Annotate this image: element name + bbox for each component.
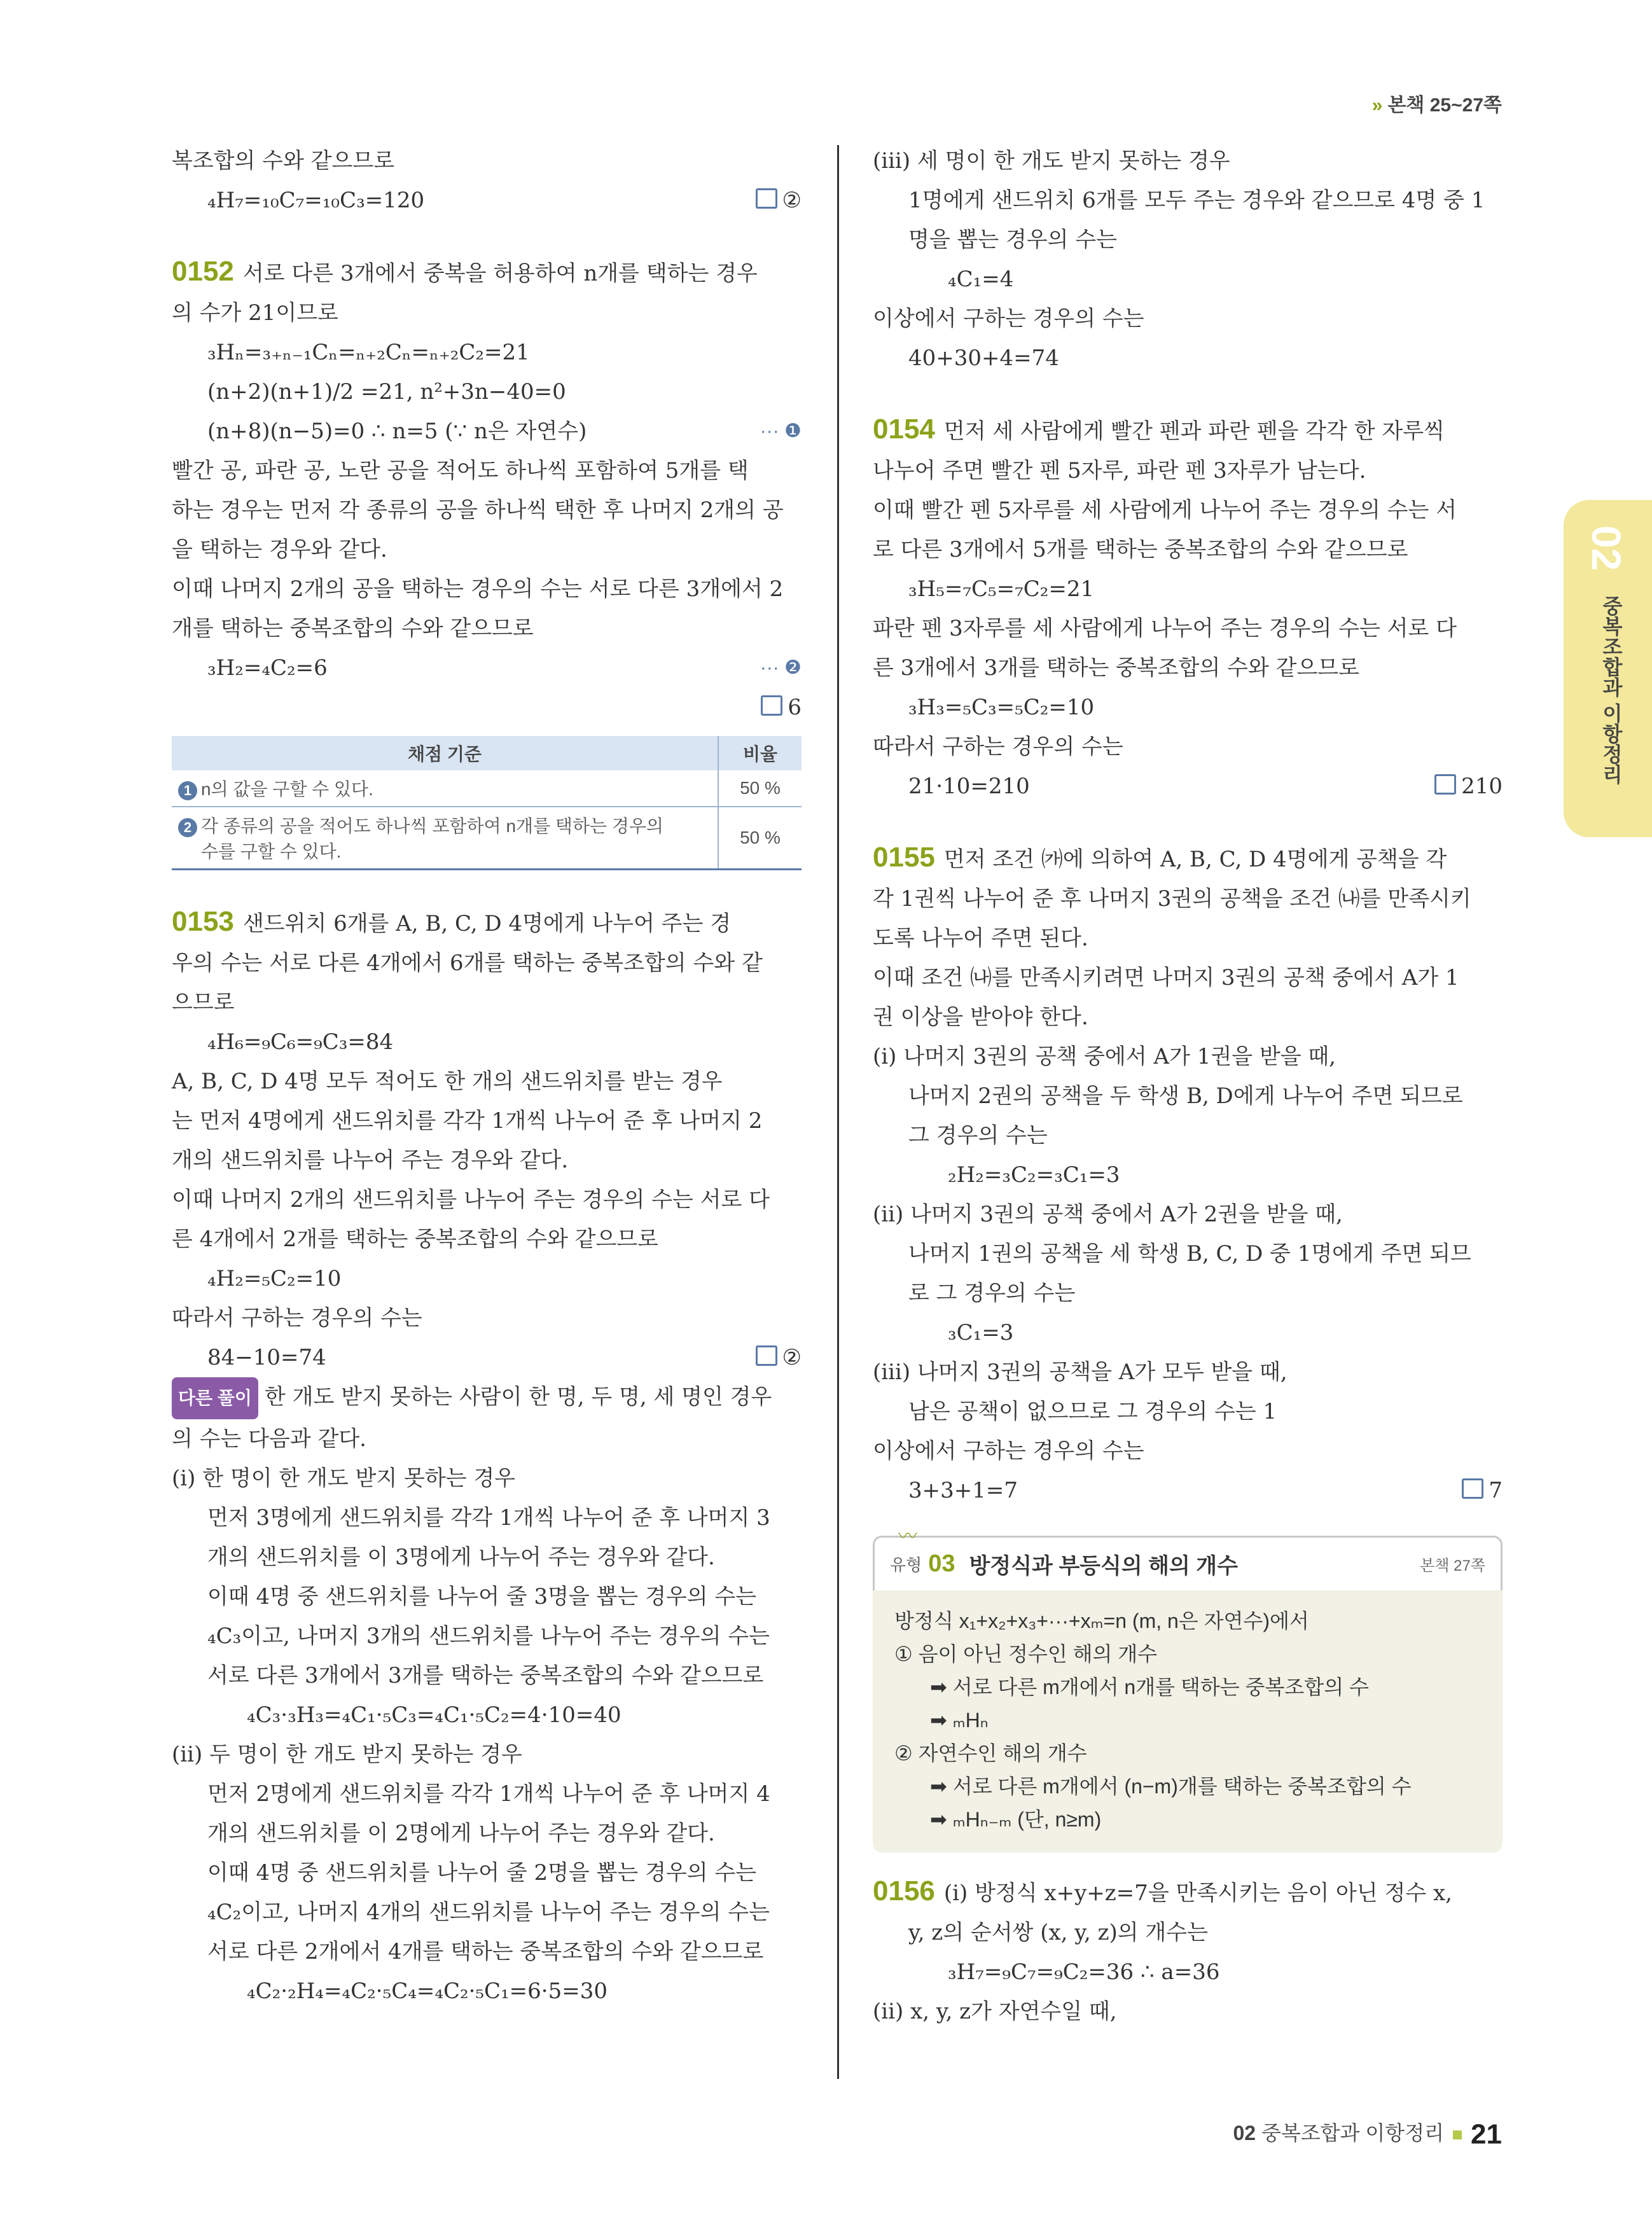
- formula-line: 3+3+1=7 7: [873, 1471, 1503, 1510]
- text-line: 우의 수는 서로 다른 4개에서 6개를 택하는 중복조합의 수와 같: [172, 950, 763, 976]
- text-line: 이상에서 구하는 경우의 수는: [873, 306, 1144, 331]
- text-line: 나머지 2권의 공책을 두 학생 B, D에게 나누어 주면 되므로: [908, 1083, 1463, 1109]
- text-line: (ⅲ) 세 명이 한 개도 받지 못하는 경우: [873, 148, 1230, 174]
- text-line: 로 다른 3개에서 5개를 택하는 중복조합의 수와 같으므로: [873, 537, 1408, 562]
- formula-line: ₃H₃=₅C₃=₅C₂=10: [908, 695, 1095, 720]
- formula-line: ₃H₇=₉C₇=₉C₂=36 ∴ a=36: [948, 1959, 1220, 1985]
- problem-number: 0152: [172, 256, 234, 287]
- text-line: 른 3개에서 3개를 택하는 중복조합의 수와 같으므로: [873, 655, 1359, 681]
- type-title: 방정식과 부등식의 해의 개수: [969, 1554, 1238, 1578]
- formula-line: ₄C₃·₃H₃=₄C₁·₅C₃=₄C₁·₅C₂=4·10=40: [247, 1702, 621, 1728]
- text-line: (ⅰ) 한 명이 한 개도 받지 못하는 경우: [172, 1466, 516, 1491]
- problem-0152: 0152 서로 다른 3개에서 중복을 허용하여 n개를 택하는 경우: [172, 256, 758, 287]
- answer-icon: [756, 1345, 777, 1366]
- answer-mark: 7: [1462, 1471, 1503, 1510]
- answer-icon: [761, 695, 782, 716]
- text-line: ① 음이 아닌 정수인 해의 개수: [894, 1643, 1158, 1665]
- footer-chapter-title: 중복조합과 이항정리: [1261, 2122, 1445, 2145]
- text-line: 그 경우의 수는: [908, 1123, 1048, 1148]
- text-line: 른 4개에서 2개를 택하는 중복조합의 수와 같으므로: [172, 1227, 658, 1252]
- reference-text: 본책 25~27쪽: [1387, 95, 1502, 116]
- table-row: 1 n의 값을 구할 수 있다. 50 %: [172, 770, 802, 807]
- text-line: 이때 나머지 2개의 공을 택하는 경우의 수는 서로 다른 3개에서 2: [172, 576, 784, 602]
- text-line: ➡ 서로 다른 m개에서 (n−m)개를 택하는 중복조합의 수: [930, 1775, 1412, 1798]
- problem-number: 0154: [873, 414, 935, 445]
- text-line: 하는 경우는 먼저 각 종류의 공을 하나씩 택한 후 나머지 2개의 공: [172, 497, 784, 523]
- text-line: 을 택하는 경우와 같다.: [172, 537, 387, 562]
- chapter-side-tab: [1564, 500, 1652, 837]
- text-line: 이때 조건 ㈏를 만족시키려면 나머지 3권의 공책 중에서 A가 1: [873, 965, 1459, 990]
- formula-line: ₄H₇=₁₀C₇=₁₀C₃=120 ②: [172, 181, 802, 220]
- formula-line: ₄H₆=₉C₆=₉C₃=84: [207, 1029, 394, 1055]
- problem-number: 0155: [873, 842, 935, 873]
- formula-line: ₃H₅=₇C₅=₇C₂=21: [908, 576, 1095, 602]
- text-line: ② 자연수인 해의 개수: [894, 1742, 1087, 1765]
- answer-mark: 210: [1434, 767, 1503, 806]
- text-line: 개의 샌드위치를 이 3명에게 나누어 주는 경우와 같다.: [207, 1545, 715, 1570]
- table-row: 2 각 종류의 공을 적어도 하나씩 포함하여 n개를 택하는 경우의 수를 구할 수 있다. 50 %: [172, 807, 802, 870]
- answer-line: [172, 688, 802, 727]
- wave-decoration-icon: 〰: [898, 1526, 917, 1548]
- table-header-criteria: 채점 기준: [172, 736, 718, 770]
- text-line: 이때 4명 중 샌드위치를 나누어 줄 2명을 뽑는 경우의 수는: [207, 1860, 757, 1886]
- text-line: 파란 펜 3자루를 세 사람에게 나누어 주는 경우의 수는 서로 다: [873, 616, 1457, 641]
- text-line: 복조합의 수와 같으므로: [172, 148, 395, 174]
- text-line: y, z의 순서쌍 (x, y, z)의 개수는: [908, 1920, 1208, 1945]
- text-line: 나누어 주면 빨간 펜 5자루, 파란 펜 3자루가 남는다.: [873, 458, 1366, 483]
- text-line: 는 먼저 4명에게 샌드위치를 각각 1개씩 나누어 준 후 나머지 2: [172, 1108, 763, 1134]
- chapter-tab-number: 02: [1583, 525, 1629, 571]
- type-number: 03: [928, 1550, 955, 1577]
- text-line: 이상에서 구하는 경우의 수는: [873, 1438, 1144, 1464]
- page-reference: [1372, 89, 1502, 117]
- text-line: ₄C₃이고, 나머지 3개의 샌드위치를 나누어 주는 경우의 수는: [207, 1623, 770, 1649]
- answer-icon: [1462, 1478, 1483, 1499]
- chapter-tab-title: 중복조합과 이항정리: [1600, 595, 1623, 784]
- type-body: [873, 1590, 1503, 1852]
- text-line: 빨간 공, 파란 공, 노란 공을 적어도 하나씩 포함하여 5개를 택: [172, 458, 749, 483]
- text-line: 으므로: [172, 990, 235, 1015]
- problem-number: 0153: [172, 906, 234, 937]
- formula-line: 84−10=74 ②: [172, 1338, 802, 1377]
- text-line: 이때 빨간 펜 5자루를 세 사람에게 나누어 주는 경우의 수는 서: [873, 497, 1457, 523]
- left-column: [172, 141, 802, 2011]
- formula-line: ₃H₂=₄C₂=6 ··· ❷: [172, 648, 802, 688]
- text-line: A, B, C, D 4명 모두 적어도 한 개의 샌드위치를 받는 경우: [172, 1069, 723, 1094]
- formula-line: (n+8)(n−5)=0 ∴ n=5 (∵ n은 자연수) ··· ❶: [172, 412, 802, 451]
- footer-chapter-number: 02: [1233, 2122, 1256, 2145]
- text-line: (ⅰ) 나머지 3권의 공책 중에서 A가 1권을 받을 때,: [873, 1044, 1336, 1069]
- step-1-icon: 1: [178, 781, 197, 800]
- text-line: 따라서 구하는 경우의 수는: [873, 734, 1123, 760]
- text-line: ➡ ₘHₙ₋ₘ (단, n≥m): [930, 1808, 1102, 1831]
- type-reference: 본책 27쪽: [1420, 1557, 1485, 1574]
- formula-line: ₄C₁=4: [948, 267, 1014, 292]
- text-line: 명을 뽑는 경우의 수는: [908, 227, 1118, 253]
- text-line: 권 이상을 받아야 한다.: [873, 1004, 1088, 1030]
- text-line: 개의 샌드위치를 나누어 주는 경우와 같다.: [172, 1148, 569, 1173]
- page-footer: [1233, 2117, 1502, 2151]
- problem-0153: 0153 샌드위치 6개를 A, B, C, D 4명에게 나누어 주는 경: [172, 906, 732, 937]
- step-2-icon: 2: [178, 818, 197, 837]
- answer-mark: ②: [756, 1338, 802, 1377]
- text-line: ➡ 서로 다른 m개에서 n개를 택하는 중복조합의 수: [930, 1676, 1369, 1699]
- answer-icon: [756, 188, 777, 209]
- text-line: (ⅱ) x, y, z가 자연수일 때,: [873, 1999, 1117, 2024]
- formula-line: 40+30+4=74: [908, 345, 1059, 371]
- text-line: 먼저 3명에게 샌드위치를 각각 1개씩 나누어 준 후 나머지 3: [207, 1505, 770, 1531]
- type-summary-box: [873, 1526, 1503, 1852]
- text-line: 먼저 2명에게 샌드위치를 각각 1개씩 나누어 준 후 나머지 4: [207, 1781, 770, 1807]
- text-line: ➡ ₘHₙ: [930, 1709, 989, 1732]
- right-column: [873, 141, 1503, 2031]
- text-line: 서로 다른 2개에서 4개를 택하는 중복조합의 수와 같으므로: [207, 1939, 764, 1964]
- answer-mark: ②: [756, 181, 802, 220]
- text-line: 이때 4명 중 샌드위치를 나누어 줄 3명을 뽑는 경우의 수는: [207, 1584, 757, 1609]
- text-line: 개의 샌드위치를 이 2명에게 나누어 주는 경우와 같다.: [207, 1821, 715, 1846]
- problem-number: 0156: [873, 1875, 935, 1907]
- text-line: (ⅱ) 두 명이 한 개도 받지 못하는 경우: [172, 1742, 522, 1767]
- text-line: 의 수가 21이므로: [172, 300, 338, 326]
- formula-line: ₂H₂=₃C₂=₃C₁=3: [948, 1162, 1120, 1188]
- formula-line: 21·10=210 210: [873, 767, 1503, 806]
- answer-mark: 6: [761, 688, 802, 727]
- problem-0155: 0155 먼저 조건 ㈎에 의하여 A, B, C, D 4명에게 공책을 각: [873, 842, 1447, 873]
- text-line: 방정식 x₁+x₂+x₃+···+xₘ=n (m, n은 자연수)에서: [894, 1609, 1309, 1632]
- type-header: [873, 1536, 1503, 1590]
- type-label: 유형: [890, 1555, 922, 1574]
- alternative-solution: 다른 풀이 한 개도 받지 못하는 사람이 한 명, 두 명, 세 명인 경우: [172, 1377, 802, 1419]
- text-line: 나머지 1권의 공책을 세 학생 B, C, D 중 1명에게 주면 되므: [908, 1241, 1471, 1267]
- text-line: 각 1권씩 나누어 준 후 나머지 3권의 공책을 조건 ㈏를 만족시키: [873, 886, 1471, 912]
- answer-icon: [1434, 774, 1456, 795]
- text-line: 개를 택하는 중복조합의 수와 같으므로: [172, 616, 534, 641]
- square-bullet-icon: [1453, 2130, 1462, 2139]
- formula-line: ₃C₁=3: [948, 1320, 1014, 1345]
- page-number: 21: [1471, 2119, 1502, 2150]
- formula-line: ₄C₂·₂H₄=₄C₂·₅C₄=₄C₂·₅C₁=6·5=30: [247, 1978, 607, 2004]
- table-header-ratio: 비율: [718, 736, 802, 770]
- problem-0154: 0154 먼저 세 사람에게 빨간 펜과 파란 펜을 각각 한 자루씩: [873, 414, 1445, 445]
- text-line: 남은 공책이 없으므로 그 경우의 수는 1: [908, 1399, 1277, 1424]
- column-divider: [837, 145, 839, 2079]
- text-line: 의 수는 다음과 같다.: [172, 1426, 366, 1452]
- text-line: (ⅱ) 나머지 3권의 공책 중에서 A가 2권을 받을 때,: [873, 1202, 1343, 1227]
- text-line: (ⅲ) 나머지 3권의 공책을 A가 모두 받을 때,: [873, 1359, 1288, 1385]
- text-line: 1명에게 샌드위치 6개를 모두 주는 경우와 같으므로 4명 중 1: [908, 188, 1485, 213]
- text-line: 따라서 구하는 경우의 수는: [172, 1305, 422, 1331]
- text-line: 이때 나머지 2개의 샌드위치를 나누어 주는 경우의 수는 서로 다: [172, 1187, 770, 1213]
- text-line: 도록 나누어 주면 된다.: [873, 926, 1088, 951]
- other-solution-badge: 다른 풀이: [172, 1377, 258, 1419]
- formula-line: ₄H₂=₅C₂=10: [207, 1266, 342, 1291]
- double-chevron-icon: »: [1371, 95, 1383, 116]
- step-marker: ··· ❶: [760, 420, 802, 441]
- text-line: ₄C₂이고, 나머지 4개의 샌드위치를 나누어 주는 경우의 수는: [207, 1900, 770, 1925]
- formula-line: ₃Hₙ=₃₊ₙ₋₁Cₙ=ₙ₊₂Cₙ=ₙ₊₂C₂=21: [207, 340, 530, 365]
- text-line: 로 그 경우의 수는: [908, 1281, 1076, 1306]
- problem-0156: 0156 (ⅰ) 방정식 x+y+z=7을 만족시키는 음이 아닌 정수 x,: [873, 1875, 1452, 1907]
- formula-line: (n+2)(n+1)/2 =21, n²+3n−40=0: [207, 379, 566, 405]
- step-marker: ··· ❷: [760, 657, 802, 678]
- text-line: 서로 다른 3개에서 3개를 택하는 중복조합의 수와 같으므로: [207, 1663, 764, 1688]
- scoring-table: [172, 736, 802, 870]
